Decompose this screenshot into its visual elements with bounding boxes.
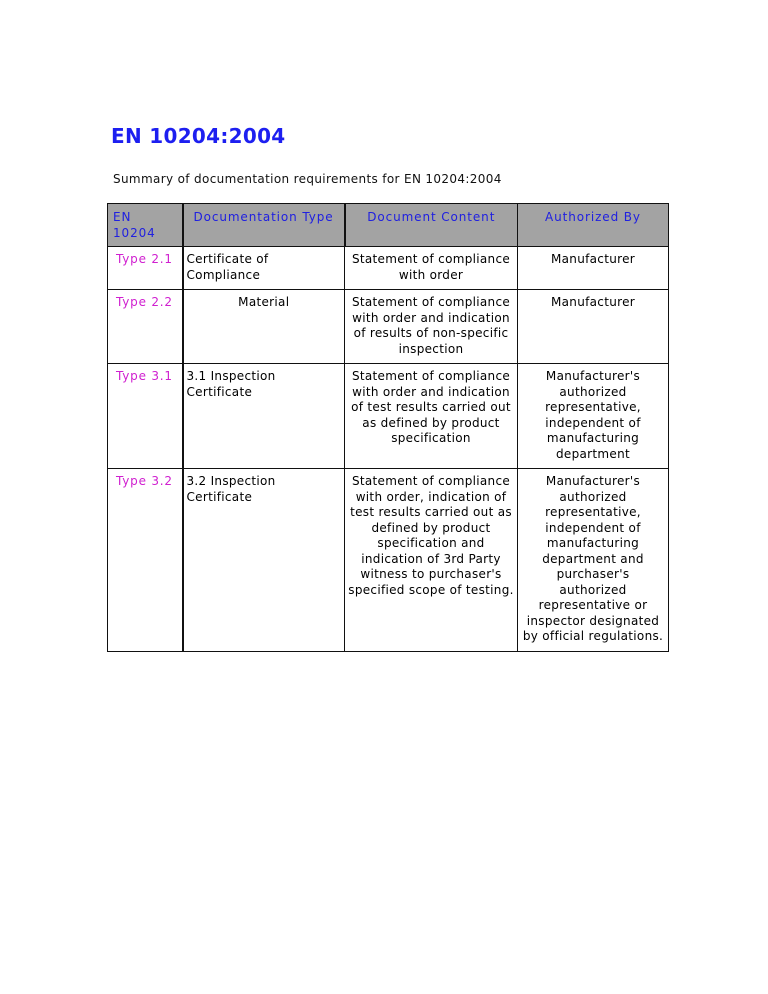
document-content-cell: Statement of compliance with order, indication of test results carried out as defined by product specification and indication of 3rd Party witness to purchaser's specified scope of testing. <box>345 469 518 652</box>
document-content-cell: Statement of compliance with order and indication of test results carried out as defined by product specification <box>345 364 518 469</box>
documentation-type-cell: Material <box>183 290 345 364</box>
authorized-by-cell: Manufacturer <box>518 290 669 364</box>
type-cell: Type 3.2 <box>108 469 183 652</box>
table-header-row <box>108 204 669 247</box>
documentation-type-cell: 3.2 Inspection Certificate <box>183 469 345 652</box>
type-cell: Type 2.1 <box>108 247 183 290</box>
authorized-by-cell: Manufacturer's authorized representative, independent of manufacturing department and purchaser's authorized representative or inspector designated by official regulations. <box>518 469 669 652</box>
column-header-authorized-by: Authorized By <box>518 204 669 247</box>
table-row <box>108 247 669 290</box>
type-cell: Type 2.2 <box>108 290 183 364</box>
document-content-cell: Statement of compliance with order and indication of results of non-specific inspection <box>345 290 518 364</box>
column-header-documentation-type: Documentation Type <box>183 204 345 247</box>
page-title: EN 10204:2004 <box>111 124 286 148</box>
authorized-by-cell: Manufacturer's authorized representative, independent of manufacturing department <box>518 364 669 469</box>
document-content-cell: Statement of compliance with order <box>345 247 518 290</box>
documentation-requirements-table <box>107 203 669 652</box>
table-row <box>108 290 669 364</box>
column-header-en10204: EN 10204 <box>108 204 183 247</box>
authorized-by-cell: Manufacturer <box>518 247 669 290</box>
page-subtitle: Summary of documentation requirements for EN 10204:2004 <box>113 172 502 186</box>
column-header-document-content: Document Content <box>345 204 518 247</box>
type-cell: Type 3.1 <box>108 364 183 469</box>
documentation-type-cell: Certificate of Compliance <box>183 247 345 290</box>
table-row <box>108 364 669 469</box>
documentation-type-cell: 3.1 Inspection Certificate <box>183 364 345 469</box>
table-row <box>108 469 669 652</box>
